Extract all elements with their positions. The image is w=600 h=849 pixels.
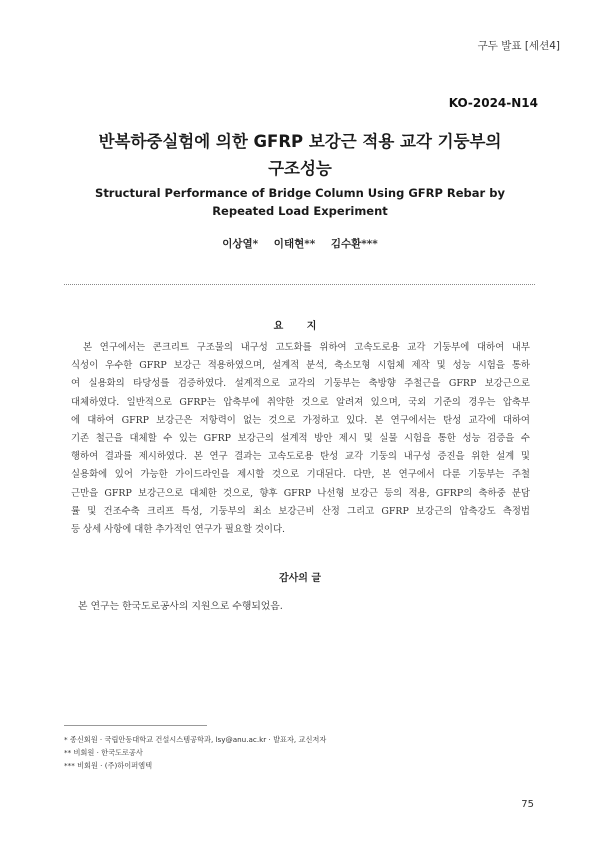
page-number: 75 bbox=[521, 799, 534, 810]
acknowledgement-text: 본 연구는 한국도로공사의 지원으로 수행되었음. bbox=[78, 601, 283, 612]
abstract-line: 근만을 GFRP 보강근으로 대체한 것으로, 향후 GFRP 나선형 보강근 등의 적용, GFRP의 축하중 분담 bbox=[71, 487, 530, 499]
korean-title-line-1: 반복하중실험에 의한 GFRP 보강근 적용 교각 기둥부의 bbox=[98, 132, 502, 151]
acknowledgement-heading: 감사의 글 bbox=[278, 573, 322, 584]
english-title-line-1: Structural Performance of Bridge Column Using GFRP Rebar by bbox=[95, 186, 505, 200]
abstract-line: 기존 철근을 대체할 수 있는 GFRP 보강근의 설계적 방안 제시 및 실물 시험을 통한 성능 검증을 수 bbox=[71, 433, 530, 445]
author-1: 이상열* bbox=[222, 238, 259, 250]
abstract-line: 여 실용화의 타당성를 검증하였다. 설계적으로 교각의 기둥부는 축방향 주철근을 GFRP 보강근으로 bbox=[71, 378, 530, 390]
abstract-line: 대체하였다. 일반적으로 GFRP는 압축부에 취약한 것으로 알려져 있으며, 국외 기준의 경우는 압축부 bbox=[71, 396, 530, 408]
abstract-line: 등 상세 사항에 대한 추가적인 연구가 필요할 것이다. bbox=[71, 524, 286, 536]
abstract-line: 행하여 결과를 제시하였다. 본 연구 결과는 고속도로용 탄성 교각 기둥의 내구성 증진을 위한 설계 및 bbox=[71, 451, 530, 463]
footnote-divider bbox=[64, 725, 207, 726]
abstract-line: 본 연구에서는 콘크리트 구조물의 내구성 고도화를 위하여 고속도로용 교각 기둥부에 대하여 내부 bbox=[83, 342, 530, 353]
section-divider bbox=[64, 284, 535, 285]
session-tag: 구두 발표 [세션4] bbox=[477, 40, 560, 52]
footnote-1: * 종신회원 · 국립안동대학교 건설시스템공학과, lsy@anu.ac.kr · 발표자, 교신저자 bbox=[64, 735, 327, 744]
english-title-line-2: Repeated Load Experiment bbox=[212, 204, 388, 218]
footnotes bbox=[64, 733, 534, 772]
author-3: 김수환*** bbox=[330, 238, 378, 250]
abstract-line: 률 및 건조수축 크리프 특성, 기둥부의 최소 보강근비 산정 그리고 GFRP 보강근의 압축강도 측정법 bbox=[71, 505, 530, 517]
korean-title-line-2: 구조성능 bbox=[268, 159, 332, 178]
korean-title bbox=[0, 128, 600, 182]
english-title bbox=[0, 184, 600, 220]
paper-code: KO-2024-N14 bbox=[448, 96, 538, 110]
abstract-body bbox=[71, 339, 530, 539]
author-list bbox=[0, 236, 600, 251]
acknowledgement-body bbox=[64, 598, 534, 612]
abstract-line: 에 대하여 GFRP 보강근은 저항력이 없는 것으로 가정하고 있다. 본 연구에서는 탄성 교각에 대하여 bbox=[71, 414, 530, 426]
abstract-heading: 요 지 bbox=[273, 321, 327, 332]
footnote-2: ** 비회원 · 한국도로공사 bbox=[64, 748, 143, 757]
abstract-line: 실용화에 있어 가능한 가이드라인을 제시할 것으로 기대된다. 다만, 본 연구에서 다룬 기둥부는 주철 bbox=[71, 469, 530, 481]
abstract-line: 식성이 우수한 GFRP 보강근 적용하였으며, 설계적 분석, 축소모형 시험체 제작 및 성능 시험을 통하 bbox=[71, 360, 530, 372]
footnote-3: *** 비회원 · (주)하이퍼엠텍 bbox=[64, 761, 153, 770]
author-2: 이태현** bbox=[273, 238, 316, 250]
